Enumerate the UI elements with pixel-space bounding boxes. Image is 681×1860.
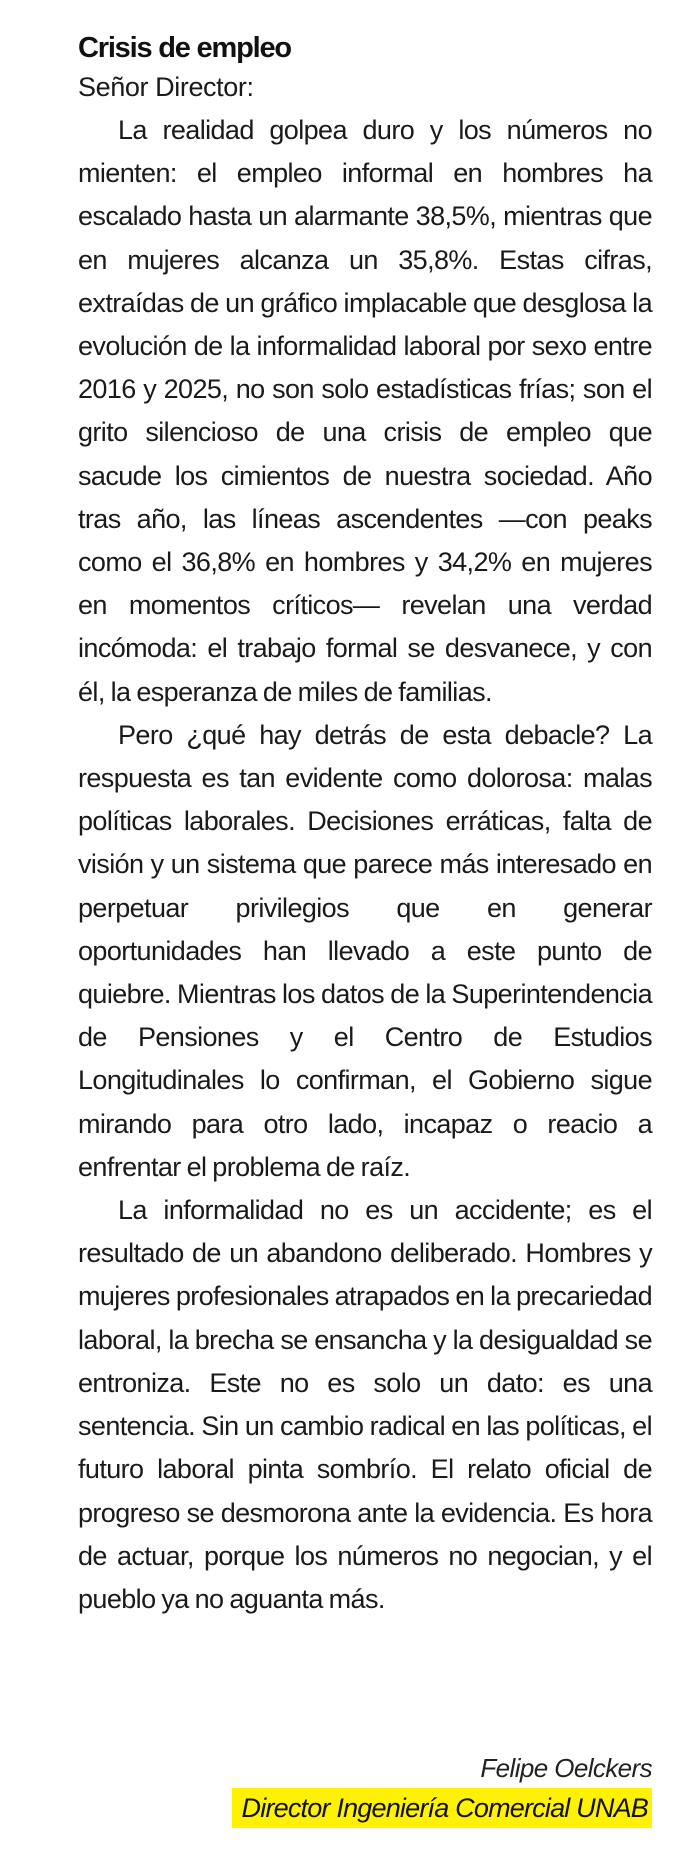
author-role: Director Ingeniería Comercial UNAB <box>232 1788 652 1828</box>
paragraph-1: La realidad golpea duro y los números no mienten: el empleo informal en hombres ha escalado hasta un alarmante 38,5%, mientras que en mujeres alcanza un 35,8%. Estas cifras, extraídas de un gráfico implacable que desglosa la evolución de la informalidad laboral por sexo entre 2016 y 2025, no son solo estadísticas frías; son el grito silencioso de una crisis de empleo que sacude los cimientos de nuestra sociedad. Año tras año, las líneas ascendentes —con peaks como el 36,8% en hombres y 34,2% en mujeres en momentos críticos— revelan una verdad incómoda: el trabajo formal se desvanece, y con él, la esperanza de miles de familias. <box>78 115 652 707</box>
letter-to-editor <box>78 30 652 1621</box>
author-name: Felipe Oelckers <box>480 1753 652 1783</box>
salutation: Señor Director: <box>78 72 254 102</box>
paragraph-2: Pero ¿qué hay detrás de esta debacle? La respuesta es tan evidente como dolorosa: malas políticas laborales. Decisiones erráticas, falta de visión y un sistema que parece más interesado en perpetuar privilegios que en generar oportunidades han llevado a este punto de quiebre. Mientras los datos de la Superintendencia de Pensiones y el Centro de Estudios Longitudinales lo confirman, el Gobierno sigue mirando para otro lado, incapaz o reacio a enfrentar el problema de raíz. <box>78 719 652 1182</box>
paragraph-3: La informalidad no es un accidente; es el resultado de un abandono deliberado. Hombres y mujeres profesionales atrapados en la precariedad laboral, la brecha se ensancha y la desigualdad se entroniza. Este no es solo un dato: es una sentencia. Sin un cambio radical en las políticas, el futuro laboral pinta sombrío. El relato oficial de progreso se desmorona ante la evidencia. Es hora de actuar, porque los números no negocian, y el pueblo ya no aguanta más. <box>78 1195 652 1614</box>
signature-block <box>232 1748 652 1828</box>
headline: Crisis de empleo <box>78 32 291 64</box>
